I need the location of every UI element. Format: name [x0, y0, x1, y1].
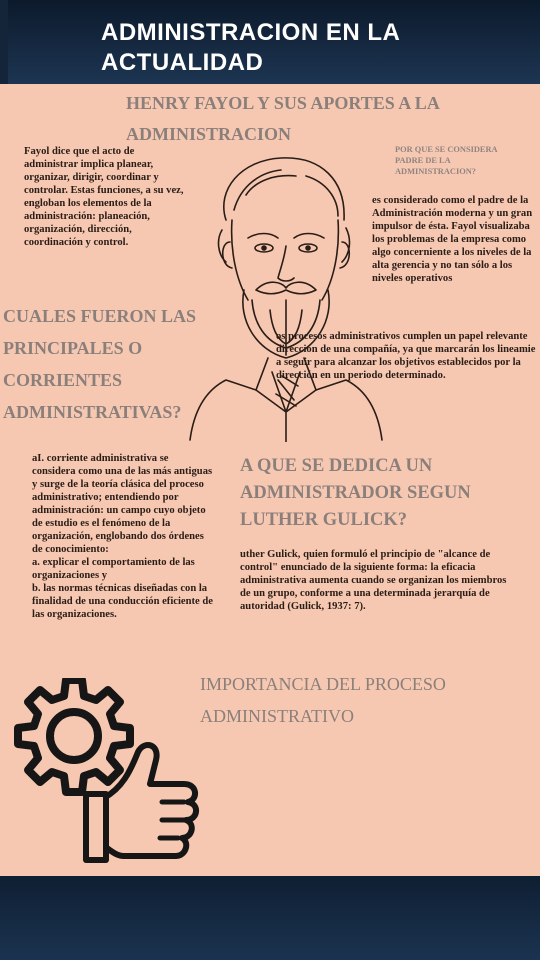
gulick-heading: A QUE SE DEDICA UN ADMINISTRADOR SEGUN LUTHER GULICK? [240, 456, 471, 530]
why-father-heading: POR QUE SE CONSIDERA PADRE DE LA ADMINISTRACION? [395, 145, 498, 176]
bottom-banner [0, 876, 540, 960]
fayol-paragraph: Fayol dice que el acto de administrar implica planear, organizar, dirigir, coordinar y controlar. Estas funciones, a su vez, engloban los elementos de la administración: planeación, organización, dirección, coordinación y control. [24, 146, 184, 248]
henry-fayol-portrait [186, 150, 386, 442]
why-father-text: es considerado como el padre de la Administración moderna y un gran impulsor de ésta. Fayol visualizaba los problemas de la empresa como algo concerniente a los niveles de la alta gerencia y no tan sólo a los niveles operativos [372, 195, 533, 284]
subtitle: HENRY FAYOL Y SUS APORTES A LA ADMINISTRACION [126, 93, 439, 144]
page-title: ADMINISTRACION EN LA ACTUALIDAD [101, 19, 400, 76]
process-text: os procesos administrativos cumplen un papel relevante dirección de una compañía, ya que marcarán los lineamie a seguir para alcanzar los objetivos establecidos por la dirección en un periodo determinado. [276, 331, 536, 381]
gear-thumbs-up-icon [12, 678, 202, 864]
currents-heading: CUALES FUERON LAS PRINCIPALES O CORRIENTES ADMINISTRATIVAS? [3, 306, 197, 422]
importance-heading: IMPORTANCIA DEL PROCESO ADMINISTRATIVO [200, 674, 446, 726]
currents-list: aI. corriente administrativa se considera como una de las más antiguas y surge de la teoría clásica del proceso administrativo; entendiendo por administración: un campo cuyo objeto de estudio es el fenómeno de la organización, englobando dos órdenes de conocimiento: a. explicar el comportamiento de las organizaciones y b. las normas técnicas diseñadas con la finalidad de una conducción eficiente de las organizaciones. [32, 453, 213, 620]
gulick-text: uther Gulick, quien formuló el principio de "alcance de control" enunciado de la siguiente forma: la eficacia administrativa aumenta cuando se organizan los miembros de un grupo, conforme a una determinada jerarquía de autoridad (Gulick, 1937: 7). [240, 549, 507, 612]
